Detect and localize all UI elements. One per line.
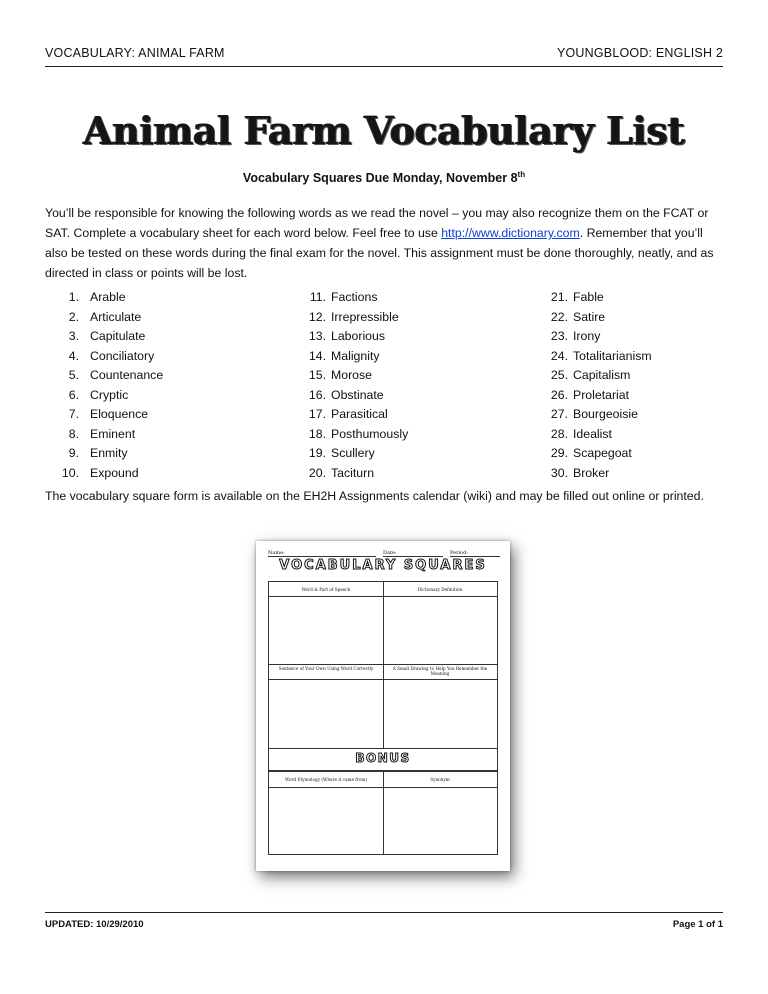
item-number: 25. [550, 368, 568, 382]
item-number: 28. [550, 426, 568, 441]
item-number: 30. [550, 465, 568, 480]
item-number: 1. [68, 290, 79, 304]
item-word: Posthumously [331, 426, 409, 441]
list-item [45, 310, 265, 330]
due-text: Vocabulary Squares Due Monday, November 8 [242, 171, 518, 186]
item-number: 3. [68, 329, 79, 343]
item-number: 20. [308, 465, 326, 480]
list-item [306, 446, 526, 466]
sheet-cell-synonym: Synonym [430, 777, 450, 782]
item-number: 21. [550, 290, 568, 304]
list-item [45, 368, 265, 388]
list-item [45, 388, 265, 408]
sheet-name-line [268, 550, 500, 557]
sheet-bonus-heading: BONUS [355, 751, 411, 765]
list-item [45, 290, 265, 310]
item-number: 17. [308, 407, 326, 421]
item-word: Arable [90, 290, 126, 304]
item-number: 27. [550, 407, 568, 421]
list-item [548, 368, 768, 388]
item-word: Articulate [90, 309, 142, 324]
item-word: Irony [573, 329, 601, 343]
item-number: 19. [308, 446, 326, 460]
item-number: 24. [550, 348, 568, 363]
list-item [548, 446, 768, 466]
form-availability-note: The vocabulary square form is available on the EH2H Assignments calendar (wiki) and may be filled out online or printed. [45, 489, 704, 503]
list-item [548, 310, 768, 330]
item-word: Eloquence [90, 407, 149, 421]
page-footer [45, 919, 723, 930]
item-number: 18. [308, 426, 326, 441]
sheet-period-label: Period: [450, 550, 500, 557]
item-number: 22. [550, 309, 568, 324]
item-word: Proletariat [573, 387, 630, 402]
list-item [548, 290, 768, 310]
item-word: Scullery [331, 446, 375, 460]
list-item [548, 427, 768, 447]
due-date [0, 170, 768, 185]
intro-paragraph [45, 203, 725, 283]
item-number: 26. [550, 387, 568, 402]
item-word: Idealist [573, 426, 612, 441]
list-item [306, 388, 526, 408]
item-number: 6. [68, 387, 79, 402]
item-number: 11. [309, 290, 326, 304]
sheet-grid-main [268, 581, 498, 749]
item-number: 13. [308, 329, 326, 343]
list-item [45, 466, 265, 486]
sheet-cell-etymology: Word Etymology (Where it came from) [285, 777, 367, 782]
item-word: Eminent [90, 426, 136, 441]
list-item [548, 329, 768, 349]
list-item [306, 329, 526, 349]
dictionary-link[interactable]: http://www.dictionary.com [441, 226, 580, 240]
page-title: Animal Farm Vocabulary List [83, 108, 685, 153]
footer-rule [45, 912, 723, 913]
vocab-column-1 [45, 290, 265, 485]
item-word: Satire [573, 309, 606, 324]
item-word: Countenance [90, 368, 164, 382]
item-word: Factions [331, 290, 378, 304]
item-word: Capitulate [90, 329, 146, 343]
list-item [306, 310, 526, 330]
due-suffix: th [517, 170, 526, 179]
item-word: Morose [331, 368, 373, 382]
footer-updated: UPDATED: 10/29/2010 [45, 919, 144, 930]
list-item [45, 446, 265, 466]
list-item [306, 290, 526, 310]
list-item [548, 388, 768, 408]
item-word: Totalitarianism [573, 348, 652, 363]
list-item [548, 407, 768, 427]
list-item [306, 349, 526, 369]
footer-page: Page 1 of 1 [672, 919, 723, 930]
item-number: 12. [308, 309, 326, 324]
sheet-grid-bonus [268, 771, 498, 855]
item-word: Enmity [90, 446, 128, 460]
item-number: 7. [68, 407, 79, 421]
page-header [45, 46, 723, 66]
list-item [548, 349, 768, 369]
header-left: VOCABULARY: ANIMAL FARM [45, 46, 225, 60]
list-item [45, 407, 265, 427]
header-rule [45, 66, 723, 67]
item-word: Broker [573, 465, 610, 480]
sheet-cell-definition: Dictionary Definition [417, 587, 463, 592]
sheet-heading: VOCABULARY SQUARES [279, 558, 487, 573]
list-item [45, 349, 265, 369]
list-item [548, 466, 768, 486]
item-word: Expound [90, 465, 139, 480]
item-word: Conciliatory [90, 348, 155, 363]
item-number: 9. [68, 446, 79, 460]
vocabulary-squares-preview [256, 541, 510, 871]
item-number: 2. [68, 309, 79, 324]
item-word: Capitalism [573, 368, 631, 382]
item-word: Cryptic [90, 387, 129, 402]
sheet-date-label: Date: [383, 550, 443, 557]
item-number: 10. [61, 465, 79, 480]
item-word: Irrepressible [331, 309, 399, 324]
item-number: 15. [308, 368, 326, 382]
item-word: Scapegoat [573, 446, 632, 460]
item-word: Parasitical [331, 407, 388, 421]
vocab-column-3 [548, 290, 768, 485]
intro-after-link: . Remember that you’ll also be tested on these words during the final exam for the novel. This assignment must be done thoroughly, neatly, and as directed in class or points will be lost. [45, 226, 714, 280]
item-number: 4. [68, 348, 79, 363]
list-item [306, 466, 526, 486]
list-item [45, 427, 265, 447]
item-word: Taciturn [331, 465, 375, 480]
sheet-cell-sentence: Sentence of Your Own Using Word Correctly [278, 666, 374, 671]
intro-before-link: You’ll be responsible for knowing the following words as we read the novel – you may also recognize them on the FCAT or SAT. Complete a vocabulary sheet for each word below. Feel free to use [45, 206, 709, 240]
item-word: Obstinate [331, 387, 384, 402]
sheet-name-label: Name: [268, 550, 376, 557]
item-word: Laborious [331, 329, 386, 343]
item-word: Malignity [331, 348, 380, 363]
sheet-cell-word: Word & Part of Speech [301, 587, 351, 592]
item-number: 16. [308, 387, 326, 402]
list-item [306, 368, 526, 388]
list-item [306, 427, 526, 447]
list-item [306, 407, 526, 427]
item-number: 5. [68, 368, 79, 382]
item-word: Bourgeoisie [573, 407, 638, 421]
list-item [45, 329, 265, 349]
item-number: 29. [550, 446, 568, 460]
vocab-column-2 [306, 290, 526, 485]
header-right: YOUNGBLOOD: ENGLISH 2 [556, 46, 723, 60]
item-number: 8. [68, 426, 79, 441]
item-word: Fable [573, 290, 604, 304]
item-number: 14. [308, 348, 326, 363]
sheet-cell-drawing: A Small Drawing to Help You Remember the Meaning [392, 666, 488, 676]
item-number: 23. [550, 329, 568, 343]
